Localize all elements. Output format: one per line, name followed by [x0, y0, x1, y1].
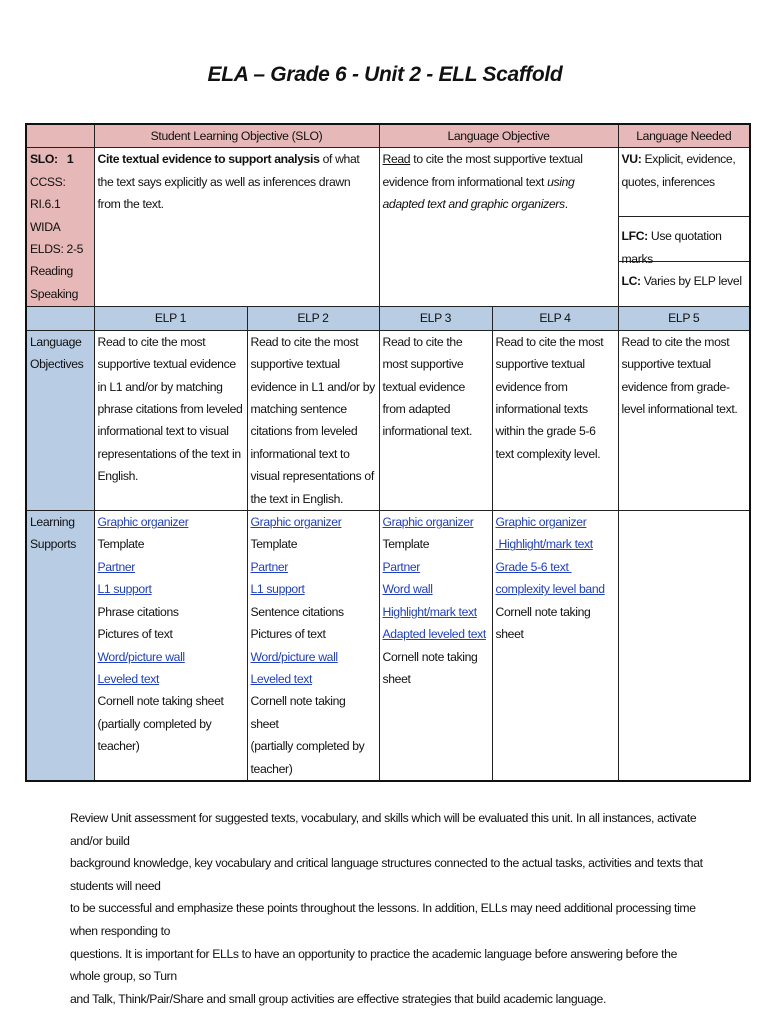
supports-label-line2: Supports	[30, 537, 76, 552]
paragraph-line: and Talk, Think/Pair/Share and small group activities are effective strategies that build academic language.	[70, 991, 607, 1006]
wida-label: WIDA	[30, 219, 61, 234]
support-item: (partially completed by teacher)	[97, 716, 215, 754]
lang-obj-end: .	[564, 197, 568, 212]
header-slo: Student Learning Objective (SLO)	[94, 124, 379, 148]
support-item: Cornell note taking sheet	[495, 604, 594, 642]
lfc-label: LFC:	[621, 229, 648, 244]
elp-1-supports	[94, 511, 247, 781]
elds-label: ELDS: 2-5	[30, 242, 84, 257]
elp-3-header: ELP 3	[379, 307, 492, 330]
lang-obj-underlined: Read	[382, 152, 411, 167]
support-item: Cornell note taking sheet	[382, 649, 481, 686]
elp-4-supports	[492, 511, 618, 781]
slo-text-rest: of what the text says explicitly as well as inferences drawn from the text.	[97, 152, 360, 212]
language-objective-cell	[379, 148, 618, 307]
learning-supports-row	[26, 511, 750, 781]
support-link[interactable]: Grade 5-6 text complexity level band	[495, 559, 605, 597]
vu-text: Explicit, evidence, quotes, inferences	[621, 152, 736, 189]
paragraph-line: Review Unit assessment for suggested texts, vocabulary, and skills which will be evaluated this unit. In all instances, activate and/or build	[70, 811, 697, 848]
slo-row	[26, 148, 750, 307]
support-item: Template	[382, 537, 430, 552]
language-objectives-row	[26, 330, 750, 510]
support-item: Sentence citations	[250, 604, 344, 619]
objective-header-row	[26, 124, 750, 148]
learning-supports-label	[26, 511, 94, 781]
support-link[interactable]: L1 support	[250, 582, 305, 597]
support-link[interactable]: Adapted leveled text	[382, 627, 486, 642]
elp-5-supports	[618, 511, 750, 781]
support-item: Pictures of text	[250, 627, 326, 642]
slo-text-cell	[94, 148, 379, 307]
vu-block	[619, 148, 750, 216]
vu-label: VU:	[621, 152, 642, 167]
elp-5-objective: Read to cite the most supportive textual evidence from grade-level informational text.	[618, 330, 750, 510]
support-item: Template	[97, 537, 145, 552]
support-link[interactable]: Word wall	[382, 582, 433, 597]
header-empty-cell	[26, 124, 94, 148]
domain-reading: Reading	[30, 264, 73, 279]
support-item: (partially completed by teacher)	[250, 739, 368, 776]
slo-text-bold: Cite textual evidence to support analysis	[97, 152, 320, 167]
language-objectives-label	[26, 330, 94, 510]
support-link[interactable]: Graphic organizer	[382, 515, 474, 530]
support-item: Phrase citations	[97, 604, 179, 619]
support-item: Cornell note taking sheet	[250, 694, 349, 731]
support-link[interactable]: Partner	[97, 559, 136, 574]
support-link[interactable]: Graphic organizer	[495, 515, 587, 530]
elp-2-objective: Read to cite the most supportive textual evidence in L1 and/or by matching sentence citations from leveled informational text to visual representations of the text in English.	[247, 330, 379, 510]
elp-1-header: ELP 1	[94, 307, 247, 330]
page-title: ELA – Grade 6 - Unit 2 - ELL Scaffold	[207, 63, 563, 86]
elp-header-row	[26, 307, 750, 330]
domain-speaking: Speaking	[30, 286, 79, 301]
support-link[interactable]: Word/picture wall	[250, 649, 338, 664]
slo-info-cell	[26, 148, 94, 307]
elp-3-supports	[379, 511, 492, 781]
header-language-needed: Language Needed	[618, 124, 750, 148]
elp-2-supports	[247, 511, 379, 781]
support-link[interactable]: L1 support	[97, 582, 152, 597]
support-link[interactable]: Partner	[250, 559, 289, 574]
elp-3-objective: Read to cite the most supportive textual evidence from adapted informational text.	[379, 330, 492, 510]
support-link[interactable]: Leveled text	[97, 671, 160, 686]
support-link[interactable]: Highlight/mark text	[495, 537, 593, 552]
footer-paragraph	[70, 807, 710, 1010]
lc-text: Varies by ELP level	[640, 274, 742, 289]
lang-obj-plain: to cite the most supportive textual evidence from informational text	[382, 152, 583, 189]
language-needed-cell	[618, 148, 750, 307]
elp-2-header: ELP 2	[247, 307, 379, 330]
elp-1-objective: Read to cite the most supportive textual evidence in L1 and/or by matching phrase citations from leveled informational text to visual representations of the text in English.	[94, 330, 247, 510]
lang-obj-label-line1: Language	[30, 334, 82, 349]
support-link[interactable]: Partner	[382, 559, 421, 574]
lang-obj-label-line2: Objectives	[30, 357, 84, 372]
support-link[interactable]: Graphic organizer	[250, 515, 342, 530]
elp-5-header: ELP 5	[618, 307, 750, 330]
elp-4-objective: Read to cite the most supportive textual evidence from informational texts within the grade 5-6 text complexity level.	[492, 330, 618, 510]
lc-label: LC:	[621, 274, 641, 289]
support-link[interactable]: Graphic organizer	[97, 515, 189, 530]
support-link[interactable]: Leveled text	[250, 671, 313, 686]
lfc-block	[619, 216, 750, 266]
support-item: Template	[250, 537, 298, 552]
ccss-code: RI.6.1	[30, 197, 61, 212]
header-language-objective: Language Objective	[379, 124, 618, 148]
paragraph-line: questions. It is important for ELLs to have an opportunity to practice the academic language before answering before the whole group, so Turn	[70, 946, 678, 984]
slo-label: SLO: 1	[30, 152, 74, 167]
lang-obj-italic: using adapted text and graphic organizers	[382, 174, 575, 212]
paragraph-line: background knowledge, key vocabulary and critical language structures connected to the actual tasks, activities and texts that students will need	[70, 856, 703, 893]
scaffold-table	[25, 123, 751, 782]
elp-header-empty	[26, 307, 94, 330]
support-link[interactable]: Word/picture wall	[97, 649, 185, 664]
ccss-label: CCSS:	[30, 174, 66, 189]
elp-4-header: ELP 4	[492, 307, 618, 330]
support-link[interactable]: Highlight/mark text	[382, 604, 477, 619]
support-item: Cornell note taking sheet	[97, 694, 224, 709]
paragraph-line: to be successful and emphasize these points throughout the lessons. In addition, ELLs may need additional processing time when responding to	[70, 901, 696, 938]
supports-label-line1: Learning	[30, 515, 75, 530]
lfc-text: Use quotation marks	[621, 229, 722, 266]
support-item: Pictures of text	[97, 627, 173, 642]
